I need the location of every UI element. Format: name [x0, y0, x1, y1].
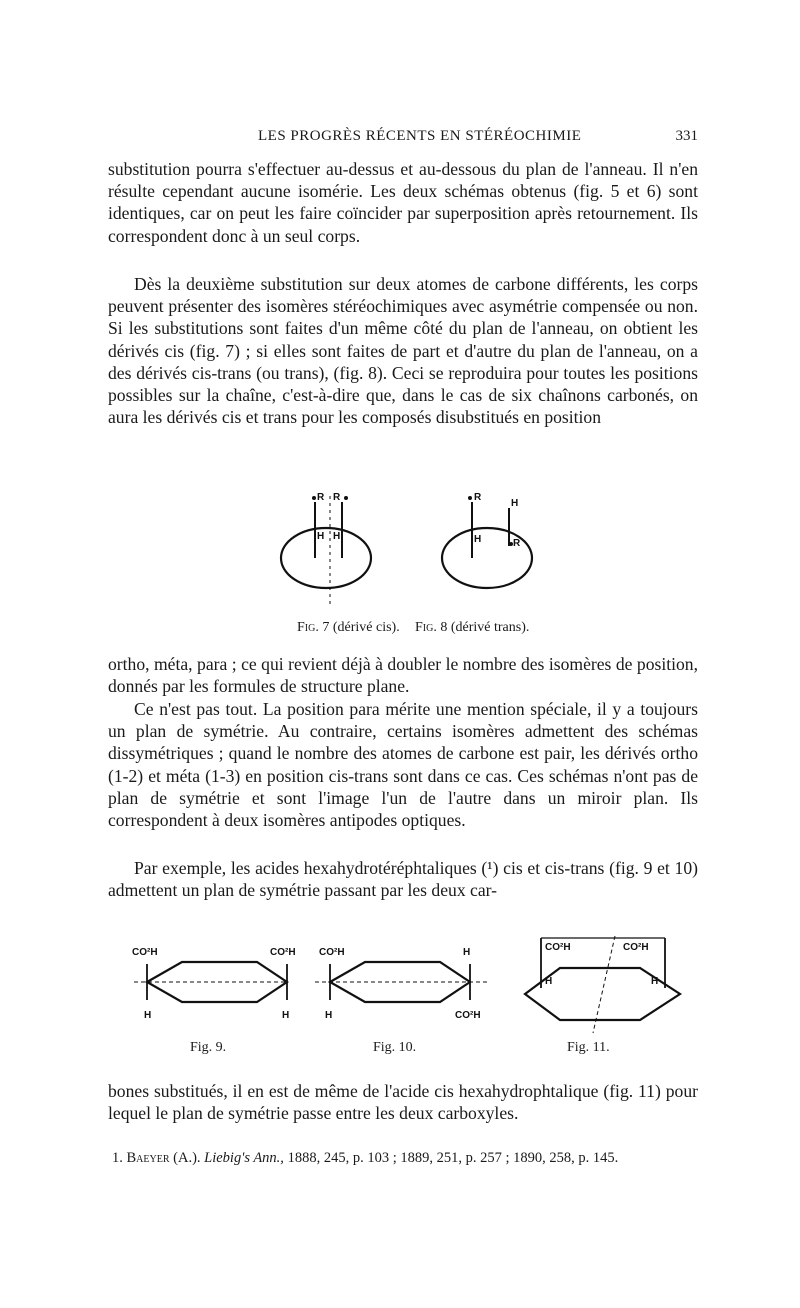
paragraph-3: ortho, méta, para ; ce qui revient déjà à doubler le nombre des isomères de position, donnés par les formules de structure plane.: [108, 654, 698, 697]
fig8-caption-text: (dérivé trans).: [450, 620, 530, 635]
fig7-caption-number: Fig. 7: [297, 620, 330, 635]
fig8-label-h-bottom: H: [474, 534, 482, 545]
fig10-label-bottom-left: H: [325, 1010, 333, 1021]
figure-8-caption: [415, 620, 529, 636]
figure-9-caption: Fig. 9.: [190, 1040, 227, 1055]
fig8-label-h-top: H: [511, 498, 519, 509]
fig7-label-r-left: R: [317, 492, 325, 503]
fig7-label-h-left: H: [317, 531, 325, 542]
fig9-label-bottom-left: H: [144, 1010, 152, 1021]
fig11-label-top-right: CO²H: [623, 942, 649, 953]
figure-11-caption: Fig. 11.: [567, 1040, 610, 1055]
paragraph-4: Ce n'est pas tout. La position para mérite une mention spéciale, il y a toujours un plan de symétrie. Au contraire, certains isomères admettent des schémas dissymétriques ; quand le nombre des atomes de carbone est pair, les dérivés ortho (1-2) et méta (1-3) en position cis-trans sont dans ce cas. Ces schémas n'ont pas de plan de symétrie et sont l'image l'un de l'autre dans un miroir plan. Ils correspondent à deux isomères antipodes optiques.: [108, 699, 698, 831]
footnote-journal: Liebig's Ann.,: [204, 1150, 284, 1166]
figure-7-caption: [297, 620, 400, 636]
fig9-label-top-right: CO²H: [270, 947, 296, 958]
fig7-label-r-right: R: [333, 492, 341, 503]
figure-8-diagram: [425, 478, 545, 618]
paragraph-2: Dès la deuxième substitution sur deux atomes de carbone différents, les corps peuvent présenter des isomères stéréochimiques avec asymétrie compensée ou non. Si les substitutions sont faites d'un même côté du plan de l'anneau, on obtient les dérivés cis (fig. 7) ; si elles sont faites de part et d'autre du plan de l'anneau, on a des dérivés cis-trans (ou trans), (fig. 8). Ceci se reproduira pour toutes les positions possibles sur la chaîne, c'est-à-dire que, dans le cas de six chaînons carbonés, on aura les dérivés cis et trans pour les composés disubstitués en position: [108, 274, 698, 428]
figure-9-diagram: [112, 940, 302, 1030]
fig7-label-h-right: H: [333, 531, 341, 542]
fig8-caption-number: Fig. 8: [415, 620, 448, 635]
footnote-author: Baeyer: [126, 1150, 170, 1166]
footnote-refs: 1888, 245, p. 103 ; 1889, 251, p. 257 ; 1890, 258, p. 145.: [287, 1150, 619, 1166]
footnote: [112, 1150, 618, 1167]
fig9-label-bottom-right: H: [282, 1010, 290, 1021]
fig8-label-r-top: R: [474, 492, 482, 503]
figure-11-diagram: [505, 928, 685, 1038]
page-number: 331: [675, 128, 698, 144]
fig10-label-top-right: H: [463, 947, 471, 958]
paragraph-6: bones substitués, il en est de même de l'acide cis hexahydrophtalique (fig. 11) pour lequel le plan de symétrie passe entre les deux carboxyles.: [108, 1081, 698, 1124]
fig7-caption-text: (dérivé cis).: [332, 620, 400, 635]
figure-7-diagram: [270, 478, 390, 618]
fig10-label-bottom-right: CO²H: [455, 1010, 481, 1021]
figure-10-diagram: [315, 940, 505, 1030]
fig8-label-r-bottom: R: [513, 538, 521, 549]
fig11-label-top-left: CO²H: [545, 942, 571, 953]
figure-10-caption: Fig. 10.: [373, 1040, 417, 1055]
fig11-label-bottom-left: H: [545, 976, 553, 987]
footnote-number: 1.: [112, 1150, 123, 1166]
footnote-initial: (A.).: [173, 1150, 201, 1166]
paragraph-5: Par exemple, les acides hexahydrotéréphtaliques (¹) cis et cis-trans (fig. 9 et 10) admettent un plan de symétrie passant par les deux car-: [108, 858, 698, 901]
fig10-label-top-left: CO²H: [319, 947, 345, 958]
fig9-label-top-left: CO²H: [132, 947, 158, 958]
running-title: LES PROGRÈS RÉCENTS EN STÉRÉOCHIMIE: [258, 128, 582, 144]
running-header: [108, 128, 698, 150]
fig11-label-bottom-right: H: [651, 976, 659, 987]
paragraph-1: substitution pourra s'effectuer au-dessus et au-dessous du plan de l'anneau. Il n'en résulte cependant aucune isomérie. Les deux schémas obtenus (fig. 5 et 6) sont identiques, car on peut les faire coïncider par superposition après retournement. Ils correspondent donc à un seul corps.: [108, 159, 698, 246]
